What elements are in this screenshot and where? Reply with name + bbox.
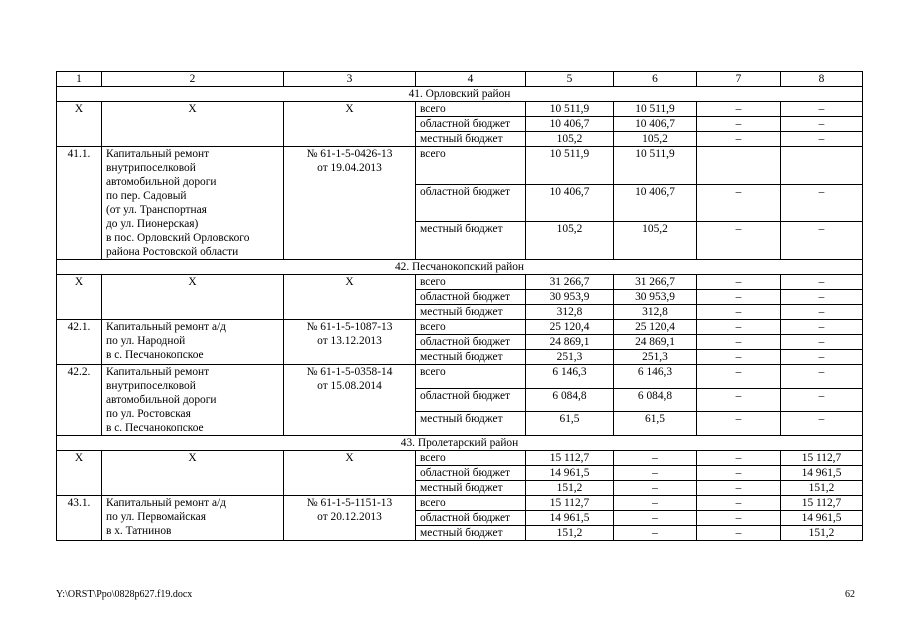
funding-source: местный бюджет (416, 132, 526, 147)
value-col-5: 151,2 (526, 481, 614, 496)
object-description (102, 496, 284, 541)
funding-source: местный бюджет (416, 412, 526, 436)
object-description (102, 275, 284, 320)
document-reference (284, 496, 416, 541)
object-description-line: автомобильной дороги (106, 394, 217, 406)
object-description-line: в х. Татнинов (106, 525, 172, 537)
object-description (102, 102, 284, 147)
object-description-line: до ул. Пионерская) (106, 218, 199, 230)
table-row (57, 496, 863, 511)
value-col-6: – (614, 511, 697, 526)
value-col-8: – (781, 222, 863, 260)
object-description-line: в пос. Орловский Орловского (106, 232, 250, 244)
value-col-8: – (781, 350, 863, 365)
value-col-5: 30 953,9 (526, 290, 614, 305)
object-description (102, 451, 284, 496)
value-col-5: 6 146,3 (526, 365, 614, 389)
value-col-7: – (697, 132, 781, 147)
object-description-line: Капитальный ремонт а/д (106, 497, 226, 509)
funding-source: областной бюджет (416, 511, 526, 526)
value-col-6: 31 266,7 (614, 275, 697, 290)
column-number-header: 2 (102, 72, 284, 87)
section-title: 43. Пролетарский район (57, 436, 863, 451)
value-col-8: 14 961,5 (781, 466, 863, 481)
value-col-7: – (697, 388, 781, 412)
value-col-8: – (781, 365, 863, 389)
document-reference-line: от 15.08.2014 (317, 380, 382, 392)
value-col-5: 61,5 (526, 412, 614, 436)
value-col-5: 10 511,9 (526, 147, 614, 185)
value-col-6: 105,2 (614, 132, 697, 147)
funding-source: всего (416, 451, 526, 466)
value-col-7: – (697, 184, 781, 222)
value-col-5: 10 511,9 (526, 102, 614, 117)
column-number-header: 8 (781, 72, 863, 87)
value-col-7 (697, 147, 781, 185)
section-row (57, 260, 863, 275)
object-description-line: по пер. Садовый (106, 190, 187, 202)
value-col-5: 10 406,7 (526, 184, 614, 222)
object-description (102, 320, 284, 365)
value-col-5: 6 084,8 (526, 388, 614, 412)
value-col-5: 25 120,4 (526, 320, 614, 335)
object-description-line: в с. Песчанокопское (106, 349, 204, 361)
value-col-5: 105,2 (526, 132, 614, 147)
budget-table (56, 71, 863, 541)
document-reference (284, 102, 416, 147)
entry-number: Х (57, 102, 102, 147)
section-title: 41. Орловский район (57, 87, 863, 102)
object-description-line: Капитальный ремонт а/д (106, 321, 226, 333)
funding-source: областной бюджет (416, 290, 526, 305)
entry-number: 42.2. (57, 365, 102, 436)
column-number-header: 7 (697, 72, 781, 87)
column-number-header: 5 (526, 72, 614, 87)
funding-source: местный бюджет (416, 222, 526, 260)
value-col-8: – (781, 184, 863, 222)
value-col-7: – (697, 102, 781, 117)
value-col-6: 61,5 (614, 412, 697, 436)
value-col-8: – (781, 132, 863, 147)
value-col-7: – (697, 320, 781, 335)
value-col-6: 105,2 (614, 222, 697, 260)
column-number-header: 1 (57, 72, 102, 87)
entry-number: 43.1. (57, 496, 102, 541)
value-col-8: – (781, 412, 863, 436)
value-col-8: 15 112,7 (781, 451, 863, 466)
object-description (102, 365, 284, 436)
object-description-line: Х (188, 103, 197, 115)
document-reference (284, 365, 416, 436)
value-col-5: 24 869,1 (526, 335, 614, 350)
document-reference-line: от 13.12.2013 (317, 335, 382, 347)
document-reference-line: № 61-1-5-1087-13 (306, 321, 393, 333)
value-col-6: – (614, 481, 697, 496)
funding-source: местный бюджет (416, 305, 526, 320)
page-number: 62 (845, 589, 855, 600)
section-title: 42. Песчанокопский район (57, 260, 863, 275)
entry-number: 41.1. (57, 147, 102, 260)
funding-source: областной бюджет (416, 184, 526, 222)
object-description-line: по ул. Народной (106, 335, 186, 347)
object-description-line: Х (188, 452, 197, 464)
funding-source: всего (416, 275, 526, 290)
object-description (102, 147, 284, 260)
object-description-line: внутрипоселковой (106, 380, 196, 392)
value-col-8: – (781, 275, 863, 290)
funding-source: областной бюджет (416, 335, 526, 350)
value-col-7: – (697, 305, 781, 320)
value-col-5: 10 406,7 (526, 117, 614, 132)
value-col-6: – (614, 526, 697, 541)
object-description-line: автомобильной дороги (106, 176, 217, 188)
object-description-line: (от ул. Транспортная (106, 204, 207, 216)
document-reference-line: № 61-1-5-0358-14 (306, 366, 393, 378)
value-col-5: 14 961,5 (526, 511, 614, 526)
value-col-8: 14 961,5 (781, 511, 863, 526)
object-description-line: по ул. Первомайская (106, 511, 206, 523)
section-row (57, 436, 863, 451)
funding-source: областной бюджет (416, 466, 526, 481)
column-number-header: 3 (284, 72, 416, 87)
value-col-7: – (697, 526, 781, 541)
value-col-8: 151,2 (781, 526, 863, 541)
document-reference-line: Х (345, 103, 354, 115)
document-reference-line: от 20.12.2013 (317, 511, 382, 523)
value-col-6: 6 146,3 (614, 365, 697, 389)
entry-number: Х (57, 451, 102, 496)
document-reference-line: от 19.04.2013 (317, 162, 382, 174)
value-col-7: – (697, 365, 781, 389)
value-col-7: – (697, 290, 781, 305)
document-reference-line: Х (345, 276, 354, 288)
value-col-8: – (781, 335, 863, 350)
object-description-line: Капитальный ремонт (106, 366, 210, 378)
footer-file-path: Y:\ORST\Ppo\0828p627.f19.docx (56, 589, 193, 600)
value-col-5: 15 112,7 (526, 451, 614, 466)
object-description-line: внутрипоселковой (106, 162, 196, 174)
document-reference (284, 451, 416, 496)
value-col-6: 10 511,9 (614, 147, 697, 185)
value-col-7: – (697, 350, 781, 365)
value-col-6: 30 953,9 (614, 290, 697, 305)
document-reference (284, 320, 416, 365)
document-reference (284, 147, 416, 260)
funding-source: всего (416, 365, 526, 389)
funding-source: всего (416, 102, 526, 117)
value-col-8: – (781, 290, 863, 305)
value-col-6: 25 120,4 (614, 320, 697, 335)
value-col-6: 312,8 (614, 305, 697, 320)
value-col-5: 14 961,5 (526, 466, 614, 481)
funding-source: всего (416, 320, 526, 335)
object-description-line: в с. Песчанокопское (106, 422, 204, 434)
value-col-8: – (781, 320, 863, 335)
funding-source: местный бюджет (416, 526, 526, 541)
object-description-line: района Ростовской области (106, 246, 239, 258)
value-col-6: 10 406,7 (614, 184, 697, 222)
value-col-8: – (781, 102, 863, 117)
value-col-6: 251,3 (614, 350, 697, 365)
object-description-line: Х (188, 276, 197, 288)
value-col-8: 151,2 (781, 481, 863, 496)
funding-source: местный бюджет (416, 350, 526, 365)
value-col-6: – (614, 466, 697, 481)
value-col-6: 24 869,1 (614, 335, 697, 350)
funding-source: местный бюджет (416, 481, 526, 496)
funding-source: областной бюджет (416, 117, 526, 132)
value-col-8: – (781, 305, 863, 320)
value-col-7: – (697, 496, 781, 511)
value-col-5: 251,3 (526, 350, 614, 365)
table-row (57, 451, 863, 466)
funding-source: всего (416, 147, 526, 185)
document-reference-line: № 61-1-5-0426-13 (306, 148, 393, 160)
value-col-7: – (697, 335, 781, 350)
value-col-7: – (697, 511, 781, 526)
value-col-7: – (697, 222, 781, 260)
object-description-line: по ул. Ростовская (106, 408, 191, 420)
funding-source: областной бюджет (416, 388, 526, 412)
value-col-6: 6 084,8 (614, 388, 697, 412)
funding-source: всего (416, 496, 526, 511)
table-row (57, 275, 863, 290)
value-col-7: – (697, 412, 781, 436)
value-col-7: – (697, 275, 781, 290)
column-number-header: 4 (416, 72, 526, 87)
entry-number: 42.1. (57, 320, 102, 365)
value-col-6: 10 511,9 (614, 102, 697, 117)
object-description-line: Капитальный ремонт (106, 148, 210, 160)
table-row (57, 320, 863, 335)
value-col-6: – (614, 496, 697, 511)
header-row (57, 72, 863, 87)
value-col-5: 151,2 (526, 526, 614, 541)
table-row (57, 365, 863, 389)
value-col-6: 10 406,7 (614, 117, 697, 132)
value-col-5: 312,8 (526, 305, 614, 320)
document-reference-line: Х (345, 452, 354, 464)
value-col-8: – (781, 388, 863, 412)
table-row (57, 147, 863, 185)
section-row (57, 87, 863, 102)
value-col-7: – (697, 466, 781, 481)
value-col-8: – (781, 117, 863, 132)
value-col-7: – (697, 117, 781, 132)
value-col-5: 31 266,7 (526, 275, 614, 290)
value-col-7: – (697, 481, 781, 496)
value-col-5: 105,2 (526, 222, 614, 260)
entry-number: Х (57, 275, 102, 320)
value-col-6: – (614, 451, 697, 466)
column-number-header: 6 (614, 72, 697, 87)
value-col-5: 15 112,7 (526, 496, 614, 511)
value-col-8: 15 112,7 (781, 496, 863, 511)
document-reference (284, 275, 416, 320)
document-reference-line: № 61-1-5-1151-13 (306, 497, 393, 509)
value-col-8 (781, 147, 863, 185)
table-row (57, 102, 863, 117)
value-col-7: – (697, 451, 781, 466)
